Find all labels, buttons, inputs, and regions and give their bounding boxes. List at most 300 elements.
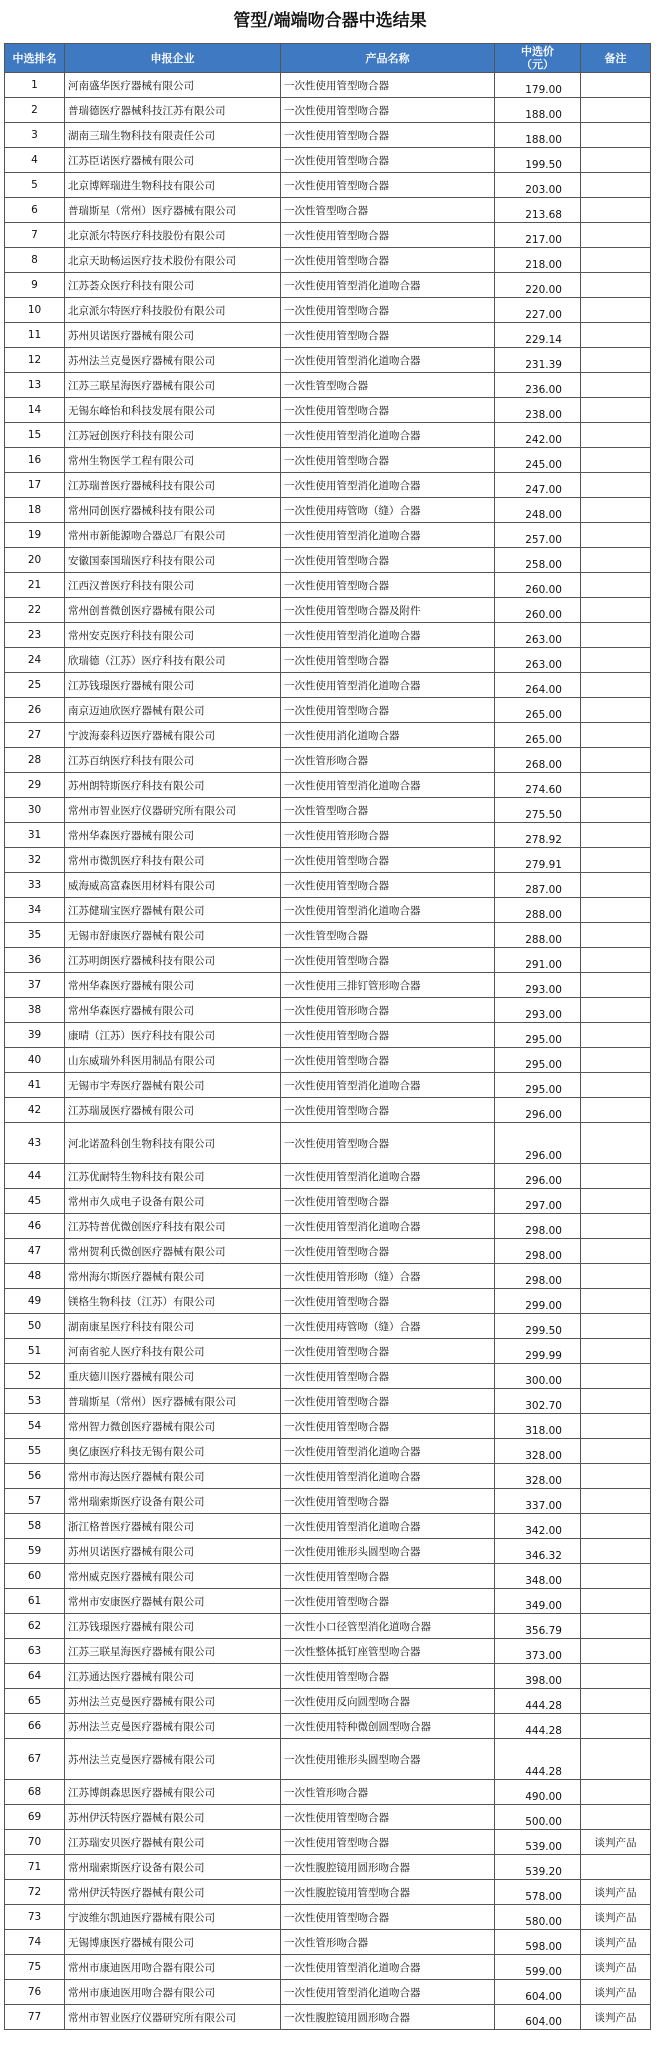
cell-note — [581, 1489, 651, 1514]
cell-rank: 7 — [5, 223, 65, 248]
table-row — [5, 2005, 651, 2030]
cell-product: 一次性使用管型消化道吻合器 — [281, 1464, 495, 1489]
cell-company: 常州华森医疗器械有限公司 — [65, 998, 281, 1023]
cell-rank: 14 — [5, 398, 65, 423]
cell-company: 江苏三联星海医疗器械有限公司 — [65, 373, 281, 398]
table-row — [5, 598, 651, 623]
cell-company: 普瑞斯星（常州）医疗器械有限公司 — [65, 198, 281, 223]
cell-product: 一次性管形吻合器 — [281, 748, 495, 773]
cell-price: 296.00 — [495, 1164, 581, 1189]
table-row — [5, 223, 651, 248]
cell-product: 一次性使用管型吻合器 — [281, 1048, 495, 1073]
cell-price: 203.00 — [495, 173, 581, 198]
cell-price: 604.00 — [495, 2005, 581, 2030]
cell-product: 一次性使用管型吻合器 — [281, 1123, 495, 1164]
table-row — [5, 248, 651, 273]
table-row — [5, 1339, 651, 1364]
cell-product: 一次性使用管型吻合器 — [281, 1189, 495, 1214]
cell-price: 318.00 — [495, 1414, 581, 1439]
table-row — [5, 198, 651, 223]
cell-note — [581, 223, 651, 248]
cell-product: 一次性使用管型吻合器 — [281, 1098, 495, 1123]
cell-price: 279.91 — [495, 848, 581, 873]
table-row — [5, 1689, 651, 1714]
page-title: 管型/端端吻合器中选结果 — [233, 11, 427, 31]
cell-price: 231.39 — [495, 348, 581, 373]
cell-product: 一次性使用管形吻合器 — [281, 998, 495, 1023]
cell-company: 江苏明朗医疗器械科技有限公司 — [65, 948, 281, 973]
cell-company: 江苏通达医疗器械有限公司 — [65, 1664, 281, 1689]
cell-product: 一次性使用管型吻合器 — [281, 398, 495, 423]
cell-rank: 38 — [5, 998, 65, 1023]
cell-company: 奥亿康医疗科技无锡有限公司 — [65, 1439, 281, 1464]
cell-note — [581, 823, 651, 848]
cell-price: 299.50 — [495, 1314, 581, 1339]
cell-product: 一次性使用管型消化道吻合器 — [281, 623, 495, 648]
cell-price: 346.32 — [495, 1539, 581, 1564]
cell-product: 一次性使用管型吻合器 — [281, 223, 495, 248]
table-row — [5, 1780, 651, 1805]
table-row — [5, 1489, 651, 1514]
table-row — [5, 923, 651, 948]
cell-company: 常州市新能源吻合器总厂有限公司 — [65, 523, 281, 548]
table-row — [5, 398, 651, 423]
table-row — [5, 673, 651, 698]
cell-product: 一次性使用管型消化道吻合器 — [281, 673, 495, 698]
cell-product: 一次性使用管型吻合器 — [281, 1364, 495, 1389]
cell-company: 江苏瑞安贝医疗器械有限公司 — [65, 1830, 281, 1855]
cell-rank: 9 — [5, 273, 65, 298]
cell-rank: 62 — [5, 1614, 65, 1639]
cell-product: 一次性使用管型吻合器 — [281, 873, 495, 898]
cell-rank: 37 — [5, 973, 65, 998]
cell-company: 常州瑞索斯医疗设备有限公司 — [65, 1855, 281, 1880]
cell-rank: 71 — [5, 1855, 65, 1880]
cell-rank: 1 — [5, 73, 65, 98]
cell-rank: 75 — [5, 1955, 65, 1980]
table-row — [5, 1389, 651, 1414]
table-row — [5, 1739, 651, 1780]
cell-product: 一次性使用三排钉管形吻合器 — [281, 973, 495, 998]
cell-note — [581, 1464, 651, 1489]
cell-note: 谈判产品 — [581, 1830, 651, 1855]
cell-company: 常州海尔斯医疗器械有限公司 — [65, 1264, 281, 1289]
cell-price: 260.00 — [495, 598, 581, 623]
cell-product: 一次性使用管型消化道吻合器 — [281, 1980, 495, 2005]
table-row — [5, 1714, 651, 1739]
cell-rank: 63 — [5, 1639, 65, 1664]
table-row — [5, 748, 651, 773]
cell-product: 一次性腹腔镜用圆形吻合器 — [281, 2005, 495, 2030]
cell-price: 268.00 — [495, 748, 581, 773]
cell-company: 江苏瑞晟医疗器械有限公司 — [65, 1098, 281, 1123]
cell-rank: 32 — [5, 848, 65, 873]
cell-note — [581, 573, 651, 598]
cell-price: 229.14 — [495, 323, 581, 348]
cell-company: 苏州贝诺医疗器械有限公司 — [65, 1539, 281, 1564]
cell-note — [581, 348, 651, 373]
cell-product: 一次性管型吻合器 — [281, 198, 495, 223]
cell-price: 598.00 — [495, 1930, 581, 1955]
cell-product: 一次性使用管型消化道吻合器 — [281, 523, 495, 548]
cell-company: 江苏百纳医疗科技有限公司 — [65, 748, 281, 773]
cell-rank: 61 — [5, 1589, 65, 1614]
cell-rank: 35 — [5, 923, 65, 948]
cell-company: 苏州法兰克曼医疗器械有限公司 — [65, 348, 281, 373]
table-row — [5, 998, 651, 1023]
cell-note: 谈判产品 — [581, 1980, 651, 2005]
cell-rank: 34 — [5, 898, 65, 923]
cell-product: 一次性使用管型吻合器 — [281, 1239, 495, 1264]
cell-rank: 5 — [5, 173, 65, 198]
cell-price: 295.00 — [495, 1073, 581, 1098]
cell-product: 一次性整体抵钉座管型吻合器 — [281, 1639, 495, 1664]
cell-company: 北京派尔特医疗科技股份有限公司 — [65, 223, 281, 248]
cell-rank: 47 — [5, 1239, 65, 1264]
cell-rank: 36 — [5, 948, 65, 973]
cell-rank: 74 — [5, 1930, 65, 1955]
cell-rank: 43 — [5, 1123, 65, 1164]
cell-company: 普瑞德医疗器械科技江苏有限公司 — [65, 98, 281, 123]
table-row — [5, 373, 651, 398]
cell-price: 444.28 — [495, 1689, 581, 1714]
cell-note — [581, 1214, 651, 1239]
cell-rank: 3 — [5, 123, 65, 148]
cell-note — [581, 298, 651, 323]
cell-price: 604.00 — [495, 1980, 581, 2005]
cell-rank: 17 — [5, 473, 65, 498]
table-row — [5, 1855, 651, 1880]
cell-product: 一次性使用消化道吻合器 — [281, 723, 495, 748]
cell-product: 一次性使用管型消化道吻合器 — [281, 773, 495, 798]
cell-price: 299.00 — [495, 1289, 581, 1314]
cell-company: 宁波维尔凯迪医疗器械有限公司 — [65, 1905, 281, 1930]
table-row — [5, 1289, 651, 1314]
cell-rank: 27 — [5, 723, 65, 748]
cell-company: 苏州法兰克曼医疗器械有限公司 — [65, 1739, 281, 1780]
cell-product: 一次性使用管型吻合器 — [281, 1805, 495, 1830]
cell-note: 谈判产品 — [581, 2005, 651, 2030]
cell-note — [581, 1023, 651, 1048]
cell-price: 265.00 — [495, 723, 581, 748]
cell-price: 247.00 — [495, 473, 581, 498]
cell-note: 谈判产品 — [581, 1930, 651, 1955]
table-row — [5, 1048, 651, 1073]
cell-product: 一次性使用管形吻合器 — [281, 823, 495, 848]
cell-price: 328.00 — [495, 1464, 581, 1489]
header-price — [495, 44, 581, 73]
cell-price: 295.00 — [495, 1048, 581, 1073]
cell-product: 一次性使用管型吻合器 — [281, 1830, 495, 1855]
cell-company: 无锡东峰怡和科技发展有限公司 — [65, 398, 281, 423]
table-row — [5, 548, 651, 573]
cell-note — [581, 1389, 651, 1414]
cell-price: 265.00 — [495, 698, 581, 723]
table-row — [5, 1414, 651, 1439]
cell-rank: 31 — [5, 823, 65, 848]
cell-product: 一次性使用痔管吻（缝）合器 — [281, 1314, 495, 1339]
cell-product: 一次性使用管型吻合器 — [281, 1664, 495, 1689]
cell-price: 260.00 — [495, 573, 581, 598]
cell-product: 一次性使用痔管吻（缝）合器 — [281, 498, 495, 523]
cell-note — [581, 1073, 651, 1098]
cell-company: 常州市海达医疗器械有限公司 — [65, 1464, 281, 1489]
cell-price: 188.00 — [495, 98, 581, 123]
cell-company: 常州创普微创医疗器械有限公司 — [65, 598, 281, 623]
cell-product: 一次性使用管型消化道吻合器 — [281, 1514, 495, 1539]
cell-rank: 60 — [5, 1564, 65, 1589]
cell-rank: 16 — [5, 448, 65, 473]
cell-company: 苏州朗特斯医疗科技有限公司 — [65, 773, 281, 798]
cell-rank: 51 — [5, 1339, 65, 1364]
cell-note — [581, 948, 651, 973]
cell-company: 常州同创医疗器械科技有限公司 — [65, 498, 281, 523]
cell-note — [581, 273, 651, 298]
cell-note — [581, 648, 651, 673]
cell-rank: 65 — [5, 1689, 65, 1714]
cell-company: 无锡博康医疗器械有限公司 — [65, 1930, 281, 1955]
table-row — [5, 298, 651, 323]
cell-note — [581, 1664, 651, 1689]
cell-price: 287.00 — [495, 873, 581, 898]
cell-note — [581, 1780, 651, 1805]
cell-rank: 20 — [5, 548, 65, 573]
table-row — [5, 123, 651, 148]
cell-price: 258.00 — [495, 548, 581, 573]
cell-product: 一次性使用管型消化道吻合器 — [281, 1073, 495, 1098]
cell-note — [581, 1805, 651, 1830]
cell-company: 常州智力微创医疗器械有限公司 — [65, 1414, 281, 1439]
cell-product: 一次性使用管型消化道吻合器 — [281, 1439, 495, 1464]
cell-price: 356.79 — [495, 1614, 581, 1639]
cell-product: 一次性使用管型吻合器 — [281, 173, 495, 198]
cell-price: 293.00 — [495, 998, 581, 1023]
table-row — [5, 648, 651, 673]
cell-rank: 77 — [5, 2005, 65, 2030]
table-row — [5, 1614, 651, 1639]
cell-note — [581, 1439, 651, 1464]
cell-note — [581, 1514, 651, 1539]
cell-rank: 49 — [5, 1289, 65, 1314]
cell-company: 常州华森医疗器械有限公司 — [65, 823, 281, 848]
cell-company: 康晴（江苏）医疗科技有限公司 — [65, 1023, 281, 1048]
table-row — [5, 1805, 651, 1830]
cell-price: 295.00 — [495, 1023, 581, 1048]
cell-product: 一次性使用管型消化道吻合器 — [281, 273, 495, 298]
cell-rank: 41 — [5, 1073, 65, 1098]
cell-product: 一次性使用管型吻合器 — [281, 98, 495, 123]
cell-product: 一次性使用管型吻合器 — [281, 448, 495, 473]
table-body — [5, 73, 651, 2030]
cell-product: 一次性使用管型消化道吻合器 — [281, 1214, 495, 1239]
cell-rank: 4 — [5, 148, 65, 173]
cell-note — [581, 798, 651, 823]
table-row — [5, 273, 651, 298]
cell-company: 江苏荟众医疗科技有限公司 — [65, 273, 281, 298]
cell-note — [581, 748, 651, 773]
cell-price: 263.00 — [495, 623, 581, 648]
table-row — [5, 1589, 651, 1614]
cell-rank: 39 — [5, 1023, 65, 1048]
table-row — [5, 723, 651, 748]
cell-price: 298.00 — [495, 1214, 581, 1239]
cell-product: 一次性使用管型消化道吻合器 — [281, 1164, 495, 1189]
cell-company: 河北诺盈科创生物科技有限公司 — [65, 1123, 281, 1164]
cell-note — [581, 148, 651, 173]
cell-company: 常州伊沃特医疗器械有限公司 — [65, 1880, 281, 1905]
table-row — [5, 1123, 651, 1164]
cell-product: 一次性使用管型吻合器 — [281, 1489, 495, 1514]
cell-note — [581, 973, 651, 998]
cell-price: 264.00 — [495, 673, 581, 698]
table-row — [5, 1564, 651, 1589]
cell-company: 常州市智业医疗仪器研究所有限公司 — [65, 798, 281, 823]
cell-price: 238.00 — [495, 398, 581, 423]
cell-rank: 2 — [5, 98, 65, 123]
cell-company: 威海威高富森医用材料有限公司 — [65, 873, 281, 898]
cell-product: 一次性使用管型吻合器 — [281, 73, 495, 98]
cell-note — [581, 673, 651, 698]
cell-company: 江苏冠创医疗科技有限公司 — [65, 423, 281, 448]
cell-company: 常州市智业医疗仪器研究所有限公司 — [65, 2005, 281, 2030]
cell-note — [581, 1289, 651, 1314]
cell-note — [581, 1639, 651, 1664]
table-row — [5, 573, 651, 598]
cell-note — [581, 1048, 651, 1073]
cell-price: 188.00 — [495, 123, 581, 148]
header-price-line2: （元） — [521, 58, 554, 71]
table-row — [5, 323, 651, 348]
cell-company: 常州市久成电子设备有限公司 — [65, 1189, 281, 1214]
cell-company: 宁波海泰科迈医疗器械有限公司 — [65, 723, 281, 748]
cell-rank: 72 — [5, 1880, 65, 1905]
cell-price: 490.00 — [495, 1780, 581, 1805]
cell-note — [581, 173, 651, 198]
cell-product: 一次性使用管型吻合器 — [281, 298, 495, 323]
cell-product: 一次性使用管型消化道吻合器 — [281, 898, 495, 923]
cell-company: 江苏博朗森思医疗器械有限公司 — [65, 1780, 281, 1805]
cell-price: 263.00 — [495, 648, 581, 673]
cell-note — [581, 1855, 651, 1880]
table-row — [5, 698, 651, 723]
cell-company: 常州市康迪医用吻合器有限公司 — [65, 1980, 281, 2005]
cell-rank: 68 — [5, 1780, 65, 1805]
cell-company: 常州市康迪医用吻合器有限公司 — [65, 1955, 281, 1980]
cell-rank: 25 — [5, 673, 65, 698]
cell-price: 342.00 — [495, 1514, 581, 1539]
table-row — [5, 848, 651, 873]
cell-product: 一次性使用管型消化道吻合器 — [281, 473, 495, 498]
cell-rank: 13 — [5, 373, 65, 398]
cell-company: 安徽国泰国瑞医疗科技有限公司 — [65, 548, 281, 573]
cell-price: 398.00 — [495, 1664, 581, 1689]
cell-company: 欣瑞德（江苏）医疗科技有限公司 — [65, 648, 281, 673]
cell-rank: 44 — [5, 1164, 65, 1189]
cell-product: 一次性管形吻合器 — [281, 1780, 495, 1805]
cell-rank: 28 — [5, 748, 65, 773]
cell-rank: 45 — [5, 1189, 65, 1214]
cell-company: 常州安克医疗科技有限公司 — [65, 623, 281, 648]
cell-company: 常州生物医学工程有限公司 — [65, 448, 281, 473]
cell-rank: 56 — [5, 1464, 65, 1489]
cell-product: 一次性使用管形吻（缝）合器 — [281, 1264, 495, 1289]
header-product: 产品名称 — [281, 44, 495, 73]
cell-company: 河南盛华医疗器械有限公司 — [65, 73, 281, 98]
cell-note — [581, 1414, 651, 1439]
cell-note — [581, 698, 651, 723]
cell-product: 一次性使用管型吻合器 — [281, 123, 495, 148]
cell-company: 湖南三瑞生物科技有限责任公司 — [65, 123, 281, 148]
cell-product: 一次性使用管型吻合器 — [281, 323, 495, 348]
cell-rank: 54 — [5, 1414, 65, 1439]
cell-product: 一次性使用管型吻合器 — [281, 698, 495, 723]
table-row — [5, 148, 651, 173]
cell-company: 江苏钱璟医疗器械有限公司 — [65, 1614, 281, 1639]
cell-product: 一次性使用管型吻合器 — [281, 148, 495, 173]
cell-rank: 58 — [5, 1514, 65, 1539]
cell-rank: 69 — [5, 1805, 65, 1830]
cell-company: 常州市微凯医疗科技有限公司 — [65, 848, 281, 873]
cell-company: 北京派尔特医疗科技股份有限公司 — [65, 298, 281, 323]
cell-note — [581, 1264, 651, 1289]
cell-price: 297.00 — [495, 1189, 581, 1214]
cell-price: 236.00 — [495, 373, 581, 398]
cell-rank: 33 — [5, 873, 65, 898]
cell-note — [581, 373, 651, 398]
cell-rank: 30 — [5, 798, 65, 823]
table-row — [5, 1514, 651, 1539]
cell-product: 一次性使用管型吻合器 — [281, 1564, 495, 1589]
table-row — [5, 798, 651, 823]
table-row — [5, 1539, 651, 1564]
table-header — [5, 44, 651, 73]
cell-product: 一次性使用管型吻合器 — [281, 1289, 495, 1314]
cell-rank: 10 — [5, 298, 65, 323]
cell-price: 248.00 — [495, 498, 581, 523]
cell-price: 218.00 — [495, 248, 581, 273]
results-table — [4, 43, 651, 2030]
cell-company: 湖南康星医疗科技有限公司 — [65, 1314, 281, 1339]
cell-note — [581, 1364, 651, 1389]
cell-rank: 57 — [5, 1489, 65, 1514]
table-row — [5, 1830, 651, 1855]
cell-rank: 23 — [5, 623, 65, 648]
table-row — [5, 823, 651, 848]
cell-product: 一次性使用管型吻合器 — [281, 1414, 495, 1439]
cell-company: 江苏特普优微创医疗科技有限公司 — [65, 1214, 281, 1239]
cell-note — [581, 423, 651, 448]
cell-product: 一次性使用管型吻合器 — [281, 548, 495, 573]
cell-price: 337.00 — [495, 1489, 581, 1514]
cell-company: 常州华森医疗器械有限公司 — [65, 973, 281, 998]
cell-company: 北京天助畅运医疗技术股份有限公司 — [65, 248, 281, 273]
cell-note — [581, 1098, 651, 1123]
cell-product: 一次性使用管型吻合器 — [281, 1023, 495, 1048]
cell-note — [581, 398, 651, 423]
cell-price: 227.00 — [495, 298, 581, 323]
cell-rank: 24 — [5, 648, 65, 673]
cell-note — [581, 1314, 651, 1339]
cell-price: 348.00 — [495, 1564, 581, 1589]
cell-price: 599.00 — [495, 1955, 581, 1980]
cell-price: 179.00 — [495, 73, 581, 98]
cell-note — [581, 1614, 651, 1639]
cell-note — [581, 198, 651, 223]
cell-price: 217.00 — [495, 223, 581, 248]
cell-price: 288.00 — [495, 898, 581, 923]
cell-rank: 21 — [5, 573, 65, 598]
cell-product: 一次性使用管型吻合器 — [281, 648, 495, 673]
